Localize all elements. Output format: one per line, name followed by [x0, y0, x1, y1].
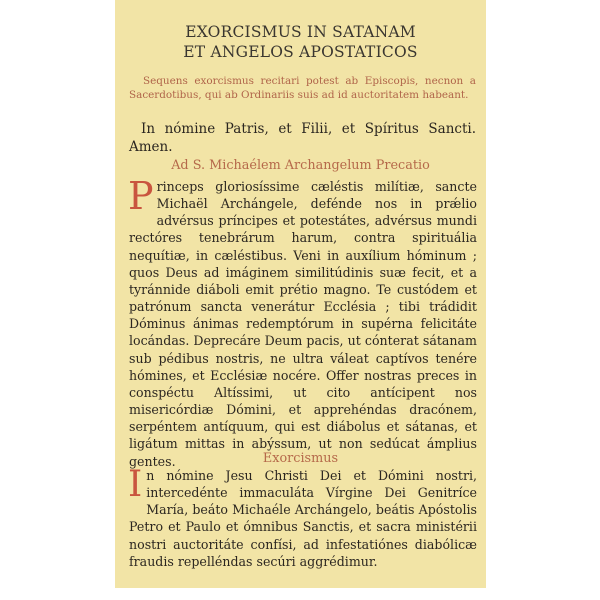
precatio-body: rinceps gloriosíssime cæléstis milítiæ, sancte Michaël Archángele, defénde nos in prǽlio advérsus príncipes et potestátes, advérsus mundi rectóres tenebrárum harum, contra spirituália nequítiæ, in cæléstibus. Veni in auxílium hóminum ; quos Deus ad imáginem similitúdinis suæ fecit, et a tyránnide diáboli emit prétio magno. Te custódem et patrónum sancta venerátur Ecclésia ; tibi trádidit Dóminus ánimas redemptórum in supérna felicitáte locándas. Deprecáre Deum pacis, ut cónterat sátanam sub pédibus nostris, ne ultra váleat captívos tenére hómines, et Ecclésiæ nocére. Offer nostras preces in conspéctu Altíssimi, ut cito antícipent nos misericórdiæ Dómini, et apprehéndas dracónem, serpéntem antíquum, qui est diábolus et sátanas, et ligátum mittas in abýssum, ut non sedúcat ámplius gentes. — [129, 179, 477, 469]
section-title-exorcismus: Exorcismus — [262, 451, 339, 466]
dropcap-i: I — [128, 464, 143, 505]
document-title — [115, 22, 486, 62]
dropcap-p: P — [128, 174, 154, 218]
prayer-text-precatio — [128, 174, 477, 470]
exorcismus-body: n nómine Jesu Christi Dei et Dómini nostri, intercedénte immaculáta Vírgine Dei Genitríce María, beáto Michaéle Archángelo, beátis Apóstolis Petro et Paulo et ómnibus Sanctis, et sacra ministérii nostri auctoritáte confísi, ad infestatiónes diabólicæ fraudis repelléndas secúri aggrédimur. — [129, 468, 477, 569]
prayer-card — [115, 0, 486, 588]
title-line-2: ET ANGELOS APOSTATICOS — [183, 43, 418, 61]
section-title-precatio: Ad S. Michaélem Archangelum Precatio — [171, 158, 430, 173]
prayer-text-exorcismus — [128, 464, 477, 570]
title-line-1: EXORCISMUS IN SATANAM — [185, 23, 416, 41]
rubric-note: Sequens exorcismus recitari potest ab Episcopis, necnon a Sacerdotibus, qui ab Ordinariis suis ad id auctoritatem habeant. — [129, 75, 476, 101]
invocation: In nómine Patris, et Filii, et Spíritus Sancti. Amen. — [129, 121, 476, 155]
